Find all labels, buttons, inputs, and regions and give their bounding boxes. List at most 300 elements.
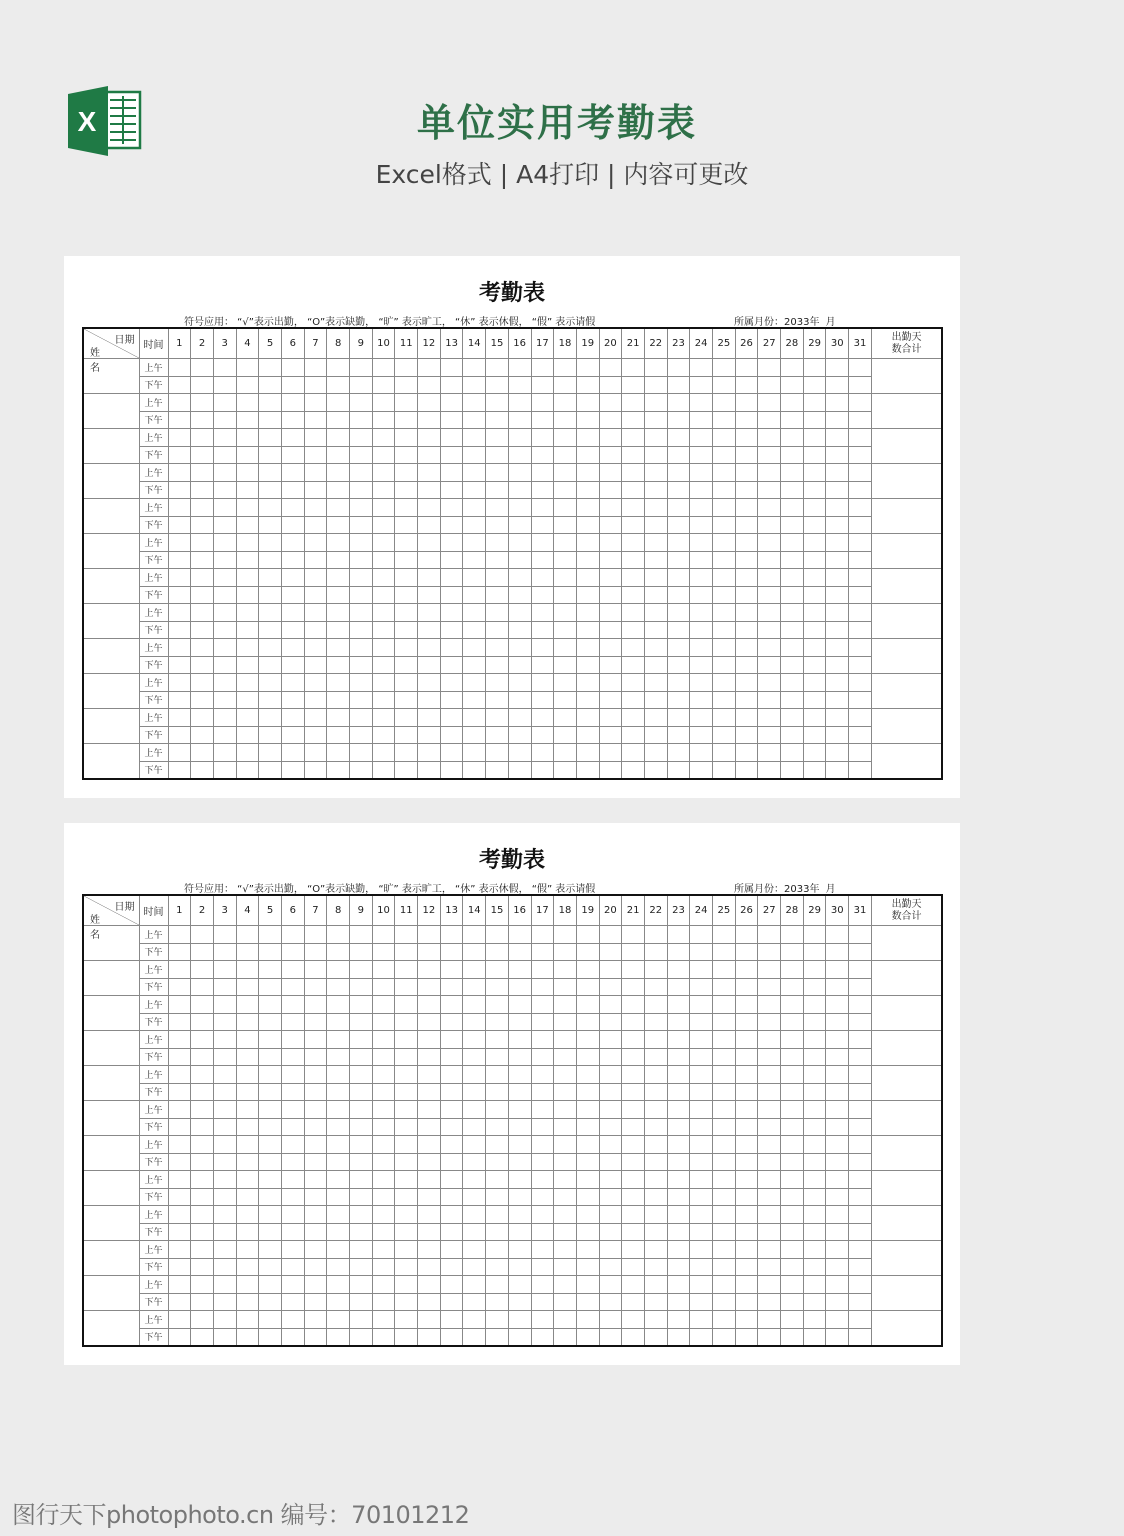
attendance-cell[interactable] <box>713 1013 736 1031</box>
attendance-cell[interactable] <box>327 1276 350 1294</box>
attendance-cell[interactable] <box>259 709 282 727</box>
attendance-cell[interactable] <box>781 943 804 961</box>
attendance-cell[interactable] <box>168 621 191 639</box>
attendance-cell[interactable] <box>372 551 395 569</box>
attendance-cell[interactable] <box>713 691 736 709</box>
attendance-cell[interactable] <box>213 1276 236 1294</box>
attendance-cell[interactable] <box>667 639 690 657</box>
attendance-cell[interactable] <box>418 429 441 447</box>
attendance-cell[interactable] <box>531 744 554 762</box>
attendance-cell[interactable] <box>281 656 304 674</box>
attendance-cell[interactable] <box>372 978 395 996</box>
attendance-cell[interactable] <box>599 604 622 622</box>
attendance-cell[interactable] <box>463 1276 486 1294</box>
attendance-cell[interactable] <box>554 569 577 587</box>
attendance-cell[interactable] <box>781 961 804 979</box>
attendance-cell[interactable] <box>281 1311 304 1329</box>
attendance-cell[interactable] <box>213 761 236 779</box>
attendance-cell[interactable] <box>440 1048 463 1066</box>
attendance-cell[interactable] <box>259 1241 282 1259</box>
attendance-cell[interactable] <box>781 926 804 944</box>
attendance-cell[interactable] <box>327 1293 350 1311</box>
attendance-cell[interactable] <box>372 1328 395 1346</box>
attendance-cell[interactable] <box>418 1118 441 1136</box>
attendance-cell[interactable] <box>486 726 509 744</box>
attendance-cell[interactable] <box>758 761 781 779</box>
attendance-cell[interactable] <box>826 691 849 709</box>
attendance-cell[interactable] <box>259 1048 282 1066</box>
attendance-cell[interactable] <box>304 394 327 412</box>
attendance-cell[interactable] <box>826 1083 849 1101</box>
attendance-cell[interactable] <box>440 621 463 639</box>
attendance-cell[interactable] <box>304 586 327 604</box>
total-days-cell[interactable] <box>871 1066 942 1101</box>
attendance-cell[interactable] <box>758 1241 781 1259</box>
attendance-cell[interactable] <box>599 429 622 447</box>
attendance-cell[interactable] <box>781 1171 804 1189</box>
attendance-cell[interactable] <box>554 709 577 727</box>
attendance-cell[interactable] <box>644 1311 667 1329</box>
attendance-cell[interactable] <box>599 621 622 639</box>
attendance-cell[interactable] <box>849 761 872 779</box>
attendance-cell[interactable] <box>644 1293 667 1311</box>
attendance-cell[interactable] <box>713 1276 736 1294</box>
attendance-cell[interactable] <box>418 656 441 674</box>
attendance-cell[interactable] <box>372 761 395 779</box>
employee-name-cell[interactable] <box>83 639 139 674</box>
attendance-cell[interactable] <box>440 761 463 779</box>
employee-name-cell[interactable] <box>83 744 139 780</box>
attendance-cell[interactable] <box>168 674 191 692</box>
attendance-cell[interactable] <box>713 674 736 692</box>
attendance-cell[interactable] <box>327 481 350 499</box>
attendance-cell[interactable] <box>395 464 418 482</box>
attendance-cell[interactable] <box>395 656 418 674</box>
attendance-cell[interactable] <box>554 1101 577 1119</box>
attendance-cell[interactable] <box>395 429 418 447</box>
attendance-cell[interactable] <box>758 691 781 709</box>
attendance-cell[interactable] <box>236 639 259 657</box>
attendance-cell[interactable] <box>644 446 667 464</box>
attendance-cell[interactable] <box>418 1241 441 1259</box>
attendance-cell[interactable] <box>213 499 236 517</box>
attendance-cell[interactable] <box>735 411 758 429</box>
attendance-cell[interactable] <box>826 1153 849 1171</box>
attendance-cell[interactable] <box>576 1118 599 1136</box>
attendance-cell[interactable] <box>735 429 758 447</box>
attendance-cell[interactable] <box>622 394 645 412</box>
attendance-cell[interactable] <box>531 1311 554 1329</box>
attendance-cell[interactable] <box>304 1013 327 1031</box>
attendance-cell[interactable] <box>259 1031 282 1049</box>
attendance-cell[interactable] <box>191 1293 214 1311</box>
attendance-cell[interactable] <box>418 1013 441 1031</box>
attendance-cell[interactable] <box>644 996 667 1014</box>
attendance-cell[interactable] <box>803 1328 826 1346</box>
attendance-cell[interactable] <box>826 1101 849 1119</box>
attendance-cell[interactable] <box>849 481 872 499</box>
attendance-cell[interactable] <box>418 926 441 944</box>
attendance-cell[interactable] <box>395 1223 418 1241</box>
attendance-cell[interactable] <box>327 1206 350 1224</box>
attendance-cell[interactable] <box>781 1136 804 1154</box>
attendance-cell[interactable] <box>735 1048 758 1066</box>
attendance-cell[interactable] <box>622 1136 645 1154</box>
attendance-cell[interactable] <box>508 744 531 762</box>
attendance-cell[interactable] <box>395 726 418 744</box>
attendance-cell[interactable] <box>168 1311 191 1329</box>
attendance-cell[interactable] <box>304 1311 327 1329</box>
attendance-cell[interactable] <box>622 429 645 447</box>
attendance-cell[interactable] <box>758 1311 781 1329</box>
attendance-cell[interactable] <box>713 551 736 569</box>
attendance-cell[interactable] <box>486 411 509 429</box>
attendance-cell[interactable] <box>486 586 509 604</box>
attendance-cell[interactable] <box>531 481 554 499</box>
attendance-cell[interactable] <box>690 1031 713 1049</box>
attendance-cell[interactable] <box>327 996 350 1014</box>
attendance-cell[interactable] <box>667 429 690 447</box>
attendance-cell[interactable] <box>826 726 849 744</box>
attendance-cell[interactable] <box>622 534 645 552</box>
attendance-cell[interactable] <box>667 1206 690 1224</box>
attendance-cell[interactable] <box>690 1223 713 1241</box>
attendance-cell[interactable] <box>781 726 804 744</box>
attendance-cell[interactable] <box>690 1083 713 1101</box>
attendance-cell[interactable] <box>849 674 872 692</box>
attendance-cell[interactable] <box>644 499 667 517</box>
attendance-cell[interactable] <box>418 639 441 657</box>
attendance-cell[interactable] <box>463 499 486 517</box>
attendance-cell[interactable] <box>508 1171 531 1189</box>
attendance-cell[interactable] <box>327 1048 350 1066</box>
total-days-cell[interactable] <box>871 961 942 996</box>
attendance-cell[interactable] <box>576 1241 599 1259</box>
attendance-cell[interactable] <box>713 1206 736 1224</box>
attendance-cell[interactable] <box>395 516 418 534</box>
attendance-cell[interactable] <box>486 394 509 412</box>
attendance-cell[interactable] <box>191 1171 214 1189</box>
attendance-cell[interactable] <box>667 551 690 569</box>
attendance-cell[interactable] <box>531 1206 554 1224</box>
attendance-cell[interactable] <box>259 359 282 377</box>
employee-name-cell[interactable] <box>83 996 139 1031</box>
attendance-cell[interactable] <box>281 376 304 394</box>
attendance-cell[interactable] <box>644 744 667 762</box>
attendance-cell[interactable] <box>667 1188 690 1206</box>
total-days-cell[interactable] <box>871 1171 942 1206</box>
attendance-cell[interactable] <box>758 639 781 657</box>
attendance-cell[interactable] <box>803 551 826 569</box>
attendance-cell[interactable] <box>440 1188 463 1206</box>
attendance-cell[interactable] <box>531 1031 554 1049</box>
attendance-cell[interactable] <box>463 359 486 377</box>
attendance-cell[interactable] <box>281 1206 304 1224</box>
attendance-cell[interactable] <box>576 516 599 534</box>
attendance-cell[interactable] <box>440 744 463 762</box>
attendance-cell[interactable] <box>372 709 395 727</box>
attendance-cell[interactable] <box>735 726 758 744</box>
attendance-cell[interactable] <box>213 446 236 464</box>
attendance-cell[interactable] <box>327 691 350 709</box>
attendance-cell[interactable] <box>803 744 826 762</box>
attendance-cell[interactable] <box>644 926 667 944</box>
attendance-cell[interactable] <box>576 656 599 674</box>
attendance-cell[interactable] <box>440 604 463 622</box>
attendance-cell[interactable] <box>236 1328 259 1346</box>
attendance-cell[interactable] <box>713 726 736 744</box>
attendance-cell[interactable] <box>350 569 373 587</box>
attendance-cell[interactable] <box>781 1241 804 1259</box>
attendance-cell[interactable] <box>803 1258 826 1276</box>
attendance-cell[interactable] <box>327 1171 350 1189</box>
attendance-cell[interactable] <box>395 709 418 727</box>
attendance-cell[interactable] <box>281 1241 304 1259</box>
attendance-cell[interactable] <box>463 978 486 996</box>
attendance-cell[interactable] <box>304 376 327 394</box>
attendance-cell[interactable] <box>713 394 736 412</box>
attendance-cell[interactable] <box>531 1083 554 1101</box>
attendance-cell[interactable] <box>281 1031 304 1049</box>
attendance-cell[interactable] <box>826 516 849 534</box>
attendance-cell[interactable] <box>463 709 486 727</box>
attendance-cell[interactable] <box>554 516 577 534</box>
attendance-cell[interactable] <box>826 1276 849 1294</box>
attendance-cell[interactable] <box>508 1031 531 1049</box>
attendance-cell[interactable] <box>213 429 236 447</box>
attendance-cell[interactable] <box>191 1031 214 1049</box>
attendance-cell[interactable] <box>554 761 577 779</box>
attendance-cell[interactable] <box>486 1153 509 1171</box>
attendance-cell[interactable] <box>236 446 259 464</box>
total-days-cell[interactable] <box>871 744 942 780</box>
attendance-cell[interactable] <box>168 1241 191 1259</box>
attendance-cell[interactable] <box>599 1311 622 1329</box>
attendance-cell[interactable] <box>849 1241 872 1259</box>
attendance-cell[interactable] <box>168 1188 191 1206</box>
attendance-cell[interactable] <box>486 481 509 499</box>
attendance-cell[interactable] <box>667 978 690 996</box>
attendance-cell[interactable] <box>372 1171 395 1189</box>
attendance-cell[interactable] <box>576 943 599 961</box>
attendance-cell[interactable] <box>758 534 781 552</box>
attendance-cell[interactable] <box>395 1328 418 1346</box>
attendance-cell[interactable] <box>781 1066 804 1084</box>
total-days-cell[interactable] <box>871 1311 942 1347</box>
attendance-cell[interactable] <box>213 691 236 709</box>
attendance-cell[interactable] <box>213 1031 236 1049</box>
attendance-cell[interactable] <box>713 429 736 447</box>
attendance-cell[interactable] <box>554 1118 577 1136</box>
attendance-cell[interactable] <box>758 481 781 499</box>
attendance-cell[interactable] <box>803 411 826 429</box>
attendance-cell[interactable] <box>304 1153 327 1171</box>
attendance-cell[interactable] <box>531 1171 554 1189</box>
attendance-cell[interactable] <box>508 1048 531 1066</box>
attendance-cell[interactable] <box>667 394 690 412</box>
attendance-cell[interactable] <box>191 359 214 377</box>
attendance-cell[interactable] <box>463 551 486 569</box>
attendance-cell[interactable] <box>304 926 327 944</box>
attendance-cell[interactable] <box>350 604 373 622</box>
attendance-cell[interactable] <box>826 586 849 604</box>
attendance-cell[interactable] <box>758 569 781 587</box>
attendance-cell[interactable] <box>758 586 781 604</box>
attendance-cell[interactable] <box>168 464 191 482</box>
attendance-cell[interactable] <box>531 394 554 412</box>
attendance-cell[interactable] <box>236 1223 259 1241</box>
attendance-cell[interactable] <box>213 1188 236 1206</box>
attendance-cell[interactable] <box>735 656 758 674</box>
attendance-cell[interactable] <box>327 586 350 604</box>
attendance-cell[interactable] <box>531 569 554 587</box>
attendance-cell[interactable] <box>508 1328 531 1346</box>
attendance-cell[interactable] <box>327 1241 350 1259</box>
attendance-cell[interactable] <box>440 376 463 394</box>
attendance-cell[interactable] <box>622 691 645 709</box>
attendance-cell[interactable] <box>418 534 441 552</box>
attendance-cell[interactable] <box>554 429 577 447</box>
attendance-cell[interactable] <box>508 1136 531 1154</box>
attendance-cell[interactable] <box>191 1328 214 1346</box>
attendance-cell[interactable] <box>350 621 373 639</box>
attendance-cell[interactable] <box>531 1048 554 1066</box>
attendance-cell[interactable] <box>236 1188 259 1206</box>
attendance-cell[interactable] <box>554 639 577 657</box>
attendance-cell[interactable] <box>350 1083 373 1101</box>
attendance-cell[interactable] <box>667 691 690 709</box>
attendance-cell[interactable] <box>803 639 826 657</box>
attendance-cell[interactable] <box>463 1171 486 1189</box>
attendance-cell[interactable] <box>554 1136 577 1154</box>
attendance-cell[interactable] <box>849 1328 872 1346</box>
attendance-cell[interactable] <box>735 1293 758 1311</box>
attendance-cell[interactable] <box>350 446 373 464</box>
attendance-cell[interactable] <box>690 359 713 377</box>
attendance-cell[interactable] <box>281 996 304 1014</box>
attendance-cell[interactable] <box>191 621 214 639</box>
attendance-cell[interactable] <box>168 639 191 657</box>
attendance-cell[interactable] <box>803 481 826 499</box>
attendance-cell[interactable] <box>486 961 509 979</box>
attendance-cell[interactable] <box>758 516 781 534</box>
attendance-cell[interactable] <box>304 761 327 779</box>
attendance-cell[interactable] <box>213 978 236 996</box>
attendance-cell[interactable] <box>281 621 304 639</box>
attendance-cell[interactable] <box>803 359 826 377</box>
attendance-cell[interactable] <box>599 1153 622 1171</box>
attendance-cell[interactable] <box>622 1171 645 1189</box>
attendance-cell[interactable] <box>599 978 622 996</box>
attendance-cell[interactable] <box>531 961 554 979</box>
attendance-cell[interactable] <box>644 1258 667 1276</box>
attendance-cell[interactable] <box>350 464 373 482</box>
employee-name-cell[interactable] <box>83 709 139 744</box>
attendance-cell[interactable] <box>826 1206 849 1224</box>
attendance-cell[interactable] <box>259 586 282 604</box>
attendance-cell[interactable] <box>826 446 849 464</box>
attendance-cell[interactable] <box>758 1171 781 1189</box>
attendance-cell[interactable] <box>622 1241 645 1259</box>
total-days-cell[interactable] <box>871 569 942 604</box>
attendance-cell[interactable] <box>849 996 872 1014</box>
attendance-cell[interactable] <box>168 726 191 744</box>
total-days-cell[interactable] <box>871 394 942 429</box>
attendance-cell[interactable] <box>486 1031 509 1049</box>
attendance-cell[interactable] <box>781 656 804 674</box>
attendance-cell[interactable] <box>667 996 690 1014</box>
attendance-cell[interactable] <box>395 761 418 779</box>
attendance-cell[interactable] <box>486 744 509 762</box>
attendance-cell[interactable] <box>281 569 304 587</box>
attendance-cell[interactable] <box>622 551 645 569</box>
attendance-cell[interactable] <box>803 394 826 412</box>
attendance-cell[interactable] <box>644 429 667 447</box>
attendance-cell[interactable] <box>304 709 327 727</box>
attendance-cell[interactable] <box>418 1328 441 1346</box>
attendance-cell[interactable] <box>372 1223 395 1241</box>
attendance-cell[interactable] <box>486 709 509 727</box>
attendance-cell[interactable] <box>213 1136 236 1154</box>
attendance-cell[interactable] <box>826 1013 849 1031</box>
attendance-cell[interactable] <box>418 761 441 779</box>
attendance-cell[interactable] <box>758 926 781 944</box>
attendance-cell[interactable] <box>667 1171 690 1189</box>
attendance-cell[interactable] <box>259 1136 282 1154</box>
attendance-cell[interactable] <box>486 656 509 674</box>
attendance-cell[interactable] <box>508 411 531 429</box>
attendance-cell[interactable] <box>781 534 804 552</box>
attendance-cell[interactable] <box>667 943 690 961</box>
attendance-cell[interactable] <box>508 926 531 944</box>
attendance-cell[interactable] <box>622 1153 645 1171</box>
attendance-cell[interactable] <box>350 1311 373 1329</box>
attendance-cell[interactable] <box>486 943 509 961</box>
attendance-cell[interactable] <box>826 674 849 692</box>
attendance-cell[interactable] <box>486 429 509 447</box>
attendance-cell[interactable] <box>372 569 395 587</box>
attendance-cell[interactable] <box>781 744 804 762</box>
attendance-cell[interactable] <box>281 761 304 779</box>
attendance-cell[interactable] <box>191 709 214 727</box>
attendance-cell[interactable] <box>735 586 758 604</box>
attendance-cell[interactable] <box>304 1328 327 1346</box>
attendance-cell[interactable] <box>644 394 667 412</box>
attendance-cell[interactable] <box>508 1101 531 1119</box>
attendance-cell[interactable] <box>440 674 463 692</box>
attendance-cell[interactable] <box>803 996 826 1014</box>
attendance-cell[interactable] <box>531 1293 554 1311</box>
attendance-cell[interactable] <box>508 656 531 674</box>
attendance-cell[interactable] <box>576 1293 599 1311</box>
attendance-cell[interactable] <box>168 926 191 944</box>
attendance-cell[interactable] <box>486 516 509 534</box>
attendance-cell[interactable] <box>168 1118 191 1136</box>
attendance-cell[interactable] <box>395 499 418 517</box>
attendance-cell[interactable] <box>418 499 441 517</box>
attendance-cell[interactable] <box>259 1153 282 1171</box>
attendance-cell[interactable] <box>758 604 781 622</box>
attendance-cell[interactable] <box>236 1171 259 1189</box>
attendance-cell[interactable] <box>395 446 418 464</box>
attendance-cell[interactable] <box>395 1311 418 1329</box>
attendance-cell[interactable] <box>304 1171 327 1189</box>
attendance-cell[interactable] <box>622 516 645 534</box>
attendance-cell[interactable] <box>372 446 395 464</box>
attendance-cell[interactable] <box>781 1118 804 1136</box>
attendance-cell[interactable] <box>327 674 350 692</box>
attendance-cell[interactable] <box>168 996 191 1014</box>
